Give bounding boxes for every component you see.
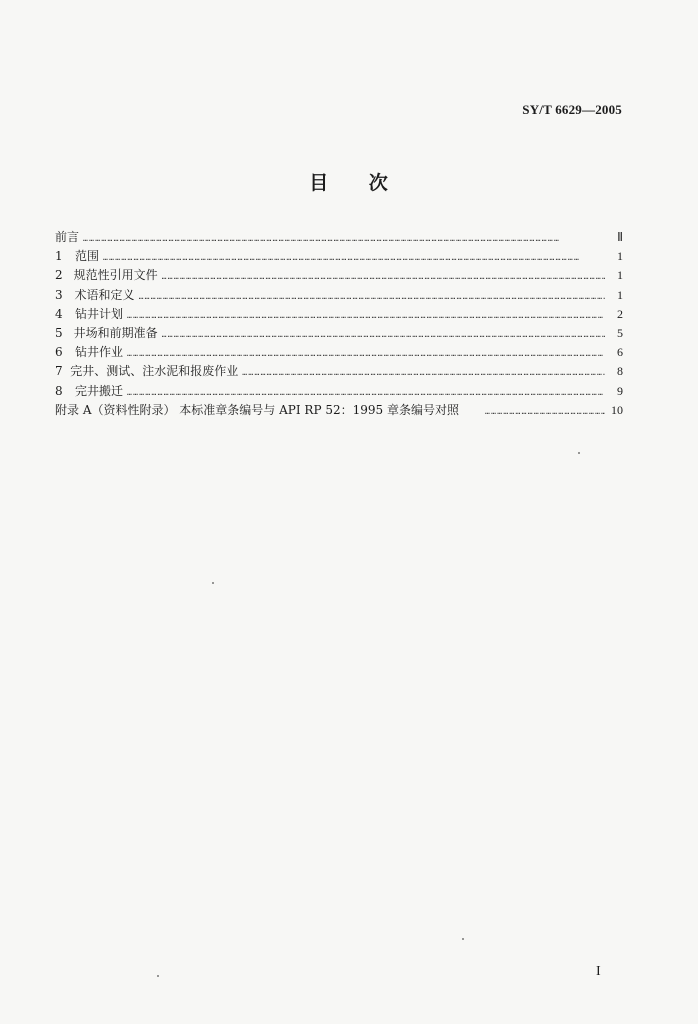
toc-row-2[interactable] <box>55 266 623 285</box>
toc-row-6[interactable] <box>55 343 623 362</box>
toc-label: 完井搬迁 <box>75 383 124 398</box>
toc-page-number: 6 <box>617 345 623 360</box>
standard-code: SY/T 6629—2005 <box>522 102 622 117</box>
toc-row-7[interactable] <box>55 362 623 381</box>
toc-row-4[interactable] <box>55 305 623 324</box>
toc-section-number: 8 <box>55 383 63 398</box>
toc-row-1[interactable] <box>55 247 623 266</box>
toc-page-number: 10 <box>611 402 623 417</box>
toc-leader-dots <box>127 306 605 325</box>
toc-section-number: 2 <box>55 268 63 283</box>
toc-label: 前言 <box>55 230 80 244</box>
toc-page-number: 1 <box>617 287 623 302</box>
page-title: 目 次 <box>309 172 389 194</box>
footer-page-number: I <box>596 964 601 979</box>
toc-page-number: 1 <box>617 268 623 283</box>
toc-label: 规范性引用文件 <box>73 268 158 283</box>
toc-page-number: 2 <box>617 306 623 321</box>
toc-row-3[interactable] <box>55 286 623 305</box>
toc-label: 附录 A（资料性附录） 本标准章条编号与 API RP 52：1995 章条编号对照 <box>55 402 459 417</box>
toc-page-number: 9 <box>617 383 623 398</box>
toc-label: 范围 <box>75 249 100 264</box>
toc-leader-dots <box>162 325 605 344</box>
toc-section-number: 4 <box>55 306 63 321</box>
toc-page-number: Ⅱ <box>617 230 623 244</box>
toc-row-5[interactable] <box>55 324 623 343</box>
toc-section-number: 5 <box>55 325 63 340</box>
toc-leader-dots <box>83 229 605 248</box>
toc-page-number: 5 <box>617 325 623 340</box>
toc-row-annex-a[interactable] <box>55 401 623 420</box>
toc-leader-dots <box>127 344 605 363</box>
toc-section-number: 3 <box>55 287 63 302</box>
scan-speck <box>578 452 580 454</box>
toc-label: 完井、测试、注水泥和报废作业 <box>70 364 239 379</box>
toc-page-number: 1 <box>617 249 623 264</box>
toc-label: 术语和定义 <box>74 287 135 302</box>
toc-leader-dots <box>162 267 605 286</box>
toc-section-number: 6 <box>55 345 63 360</box>
toc-page-number: 8 <box>617 364 623 379</box>
toc-leader-dots <box>139 287 605 306</box>
toc-label: 钻井作业 <box>75 345 124 360</box>
toc-label: 井场和前期准备 <box>73 325 158 340</box>
scan-speck <box>157 975 159 977</box>
table-of-contents <box>55 228 623 420</box>
toc-label: 钻井计划 <box>75 306 124 321</box>
toc-section-number: 1 <box>55 249 63 264</box>
scan-speck <box>462 938 464 940</box>
toc-row-8[interactable] <box>55 382 623 401</box>
toc-section-number: 7 <box>55 364 63 379</box>
toc-leader-dots <box>242 363 605 382</box>
toc-leader-dots <box>127 383 605 402</box>
scan-speck <box>212 582 214 584</box>
toc-row-foreword[interactable] <box>55 228 623 247</box>
toc-leader-dots <box>485 402 605 421</box>
toc-leader-dots <box>103 248 605 267</box>
